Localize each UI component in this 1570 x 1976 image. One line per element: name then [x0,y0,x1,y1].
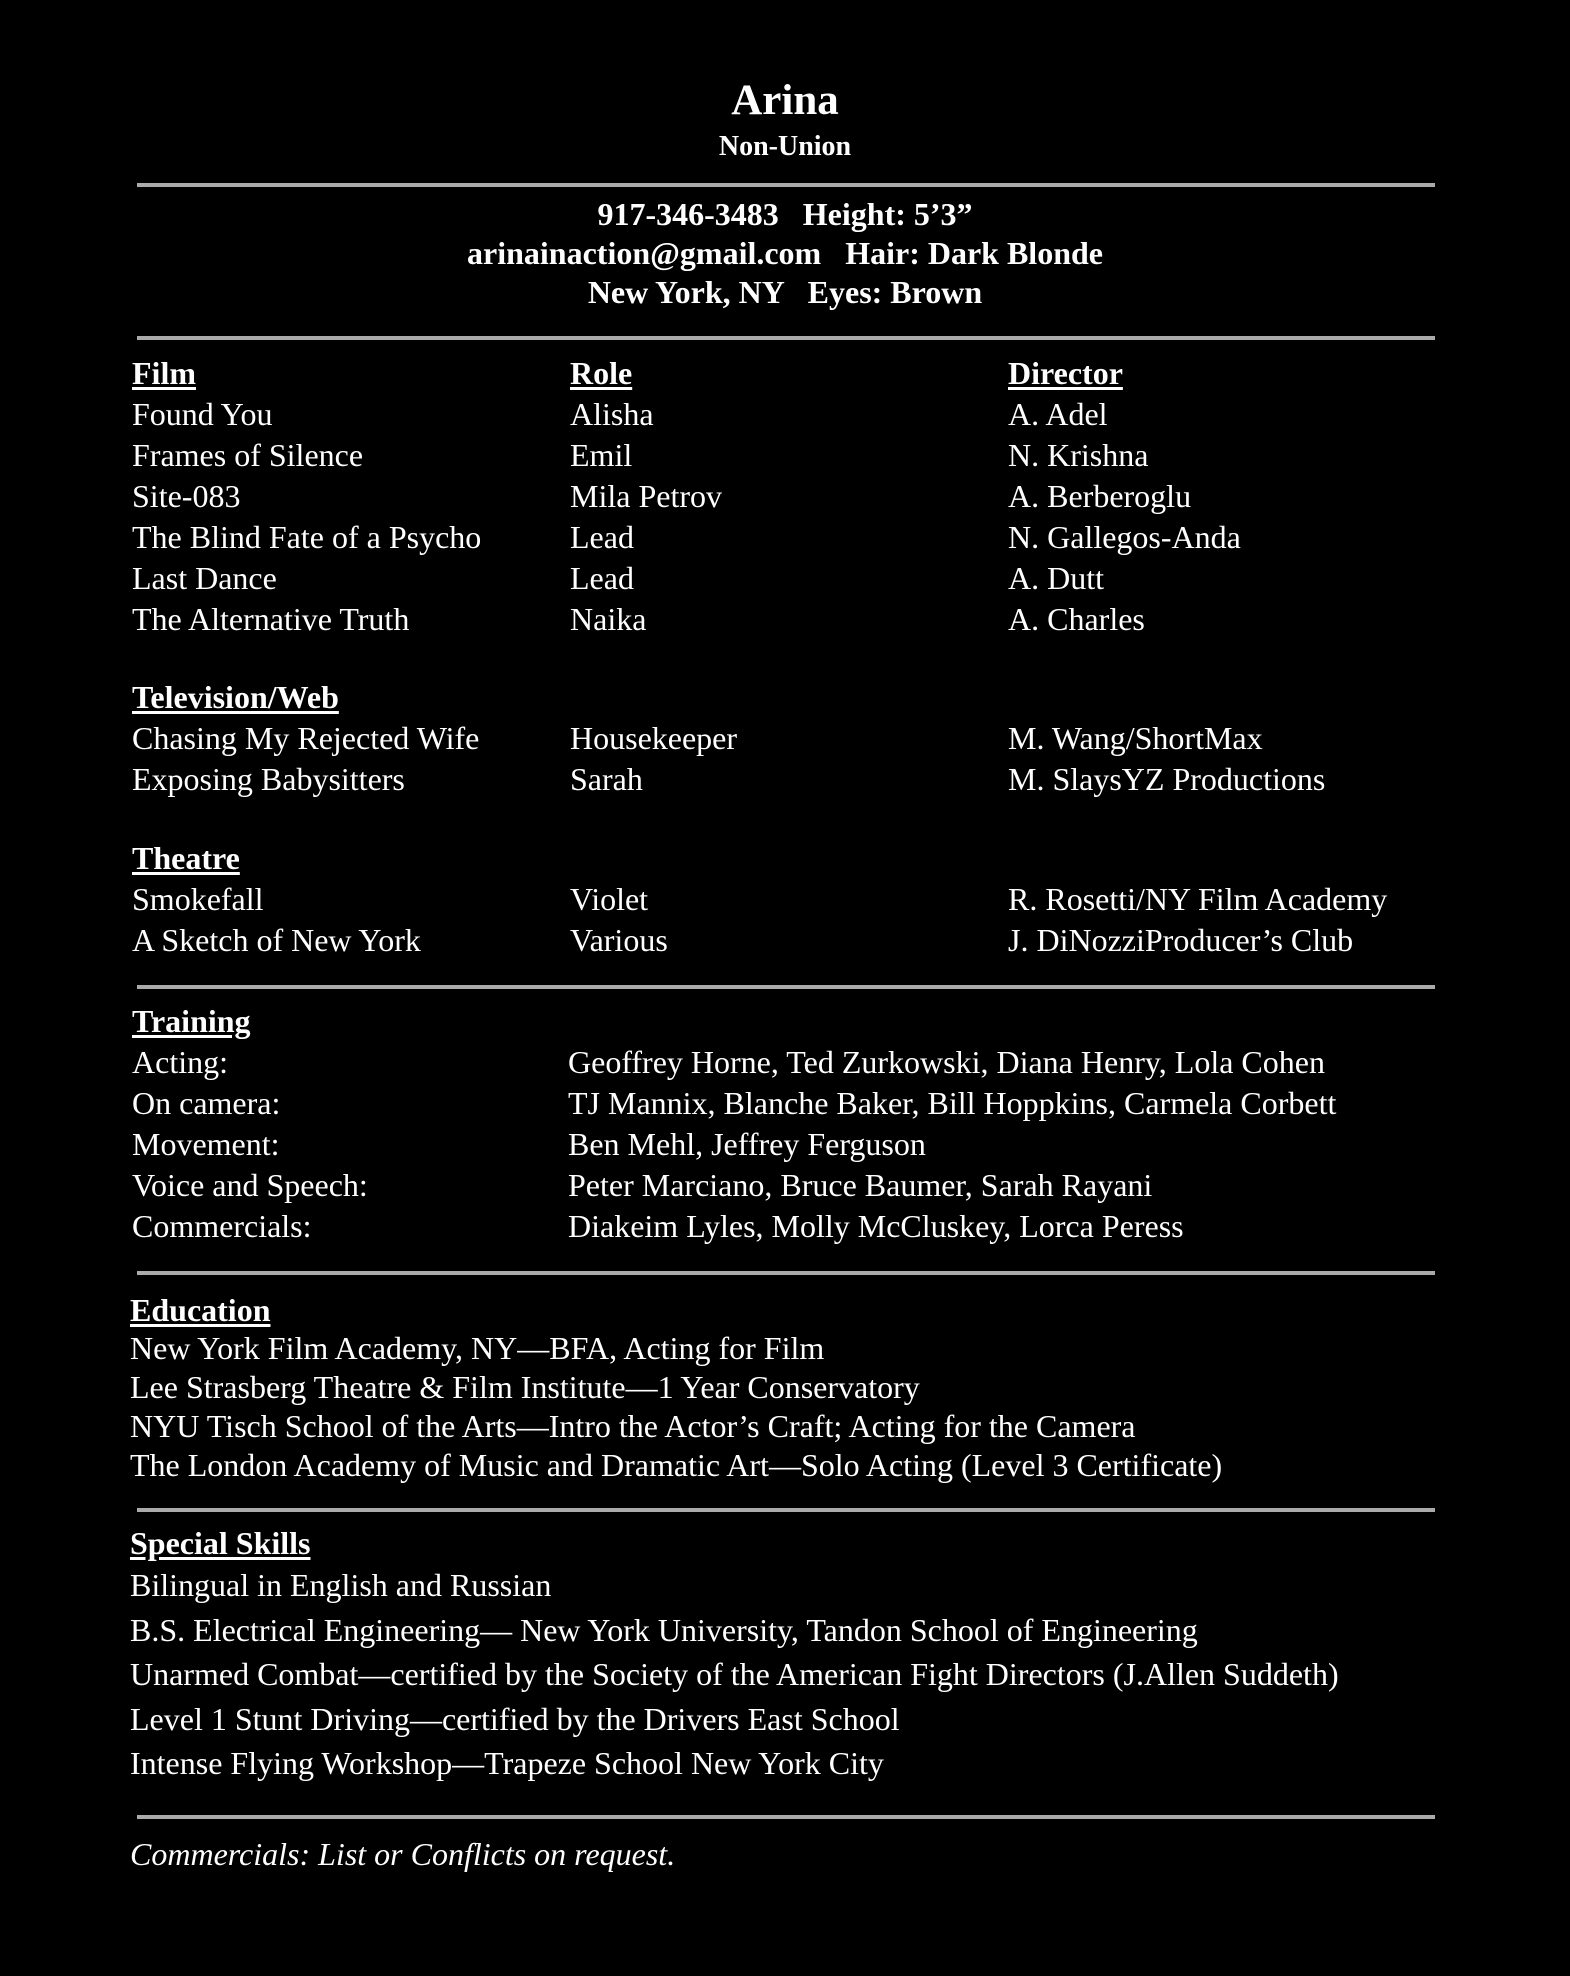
credit-row [132,517,1452,558]
divider [137,1815,1435,1819]
training-teachers: TJ Mannix, Blanche Baker, Bill Hoppkins, Carmela Corbett [568,1085,1337,1121]
education-item: Lee Strasberg Theatre & Film Institute—1 Year Conservatory [130,1369,920,1405]
skill-item: B.S. Electrical Engineering— New York University, Tandon School of Engineering [130,1611,1198,1648]
training-category: Voice and Speech: [132,1167,368,1203]
contact-row-location-eyes: New York, NY Eyes: Brown [587,274,983,310]
credit-director: R. Rosetti/NY Film Academy [1008,881,1388,917]
credit-director: A. Charles [1008,601,1145,637]
film-section [132,353,1452,640]
union-status: Non-Union [718,131,852,162]
credit-row [132,435,1452,476]
contact-info [0,195,1570,312]
credit-director: A. Adel [1008,396,1108,432]
credit-director: M. SlaysYZ Productions [1008,761,1326,797]
credit-role: Housekeeper [570,720,738,756]
credit-title: Smokefall [132,881,264,917]
training-heading: Training [132,1003,251,1039]
training-category: Acting: [132,1044,228,1080]
credit-title: Site-083 [132,478,241,514]
credit-title: Exposing Babysitters [132,761,405,797]
education-item: New York Film Academy, NY—BFA, Acting for Film [130,1330,825,1366]
credit-director: A. Dutt [1008,560,1104,596]
credit-role: Lead [570,560,634,596]
credit-director: N. Gallegos-Anda [1008,519,1241,555]
special-skills-heading: Special Skills [130,1525,311,1561]
credit-row [132,558,1452,599]
credit-title: The Blind Fate of a Psycho [132,519,482,555]
contact-row-email-hair: arinainaction@gmail.com Hair: Dark Blonde [467,235,1103,271]
credit-row [132,476,1452,517]
training-category: Commercials: [132,1208,312,1244]
contact-row-phone-height: 917-346-3483 Height: 5’3” [597,196,973,232]
film-heading: Film [132,355,196,391]
education-item: The London Academy of Music and Dramatic Art—Solo Acting (Level 3 Certificate) [130,1447,1223,1483]
credit-title: Found You [132,396,273,432]
training-teachers: Geoffrey Horne, Ted Zurkowski, Diana Henry, Lola Cohen [568,1044,1325,1080]
training-row [132,1165,1452,1206]
credit-director: M. Wang/ShortMax [1008,720,1263,756]
credit-director: A. Berberoglu [1008,478,1192,514]
special-skills-section [130,1523,1450,1786]
training-teachers: Diakeim Lyles, Molly McCluskey, Lorca Peress [568,1208,1184,1244]
training-row [132,1206,1452,1247]
credit-title: Chasing My Rejected Wife [132,720,480,756]
credit-row [132,718,1452,759]
credit-director: N. Krishna [1008,437,1149,473]
divider [137,1508,1435,1512]
header [0,72,1570,164]
credit-row [132,394,1452,435]
credit-role: Violet [570,881,649,917]
director-heading: Director [1008,355,1123,391]
skill-item: Bilingual in English and Russian [130,1567,552,1603]
role-heading: Role [570,355,633,391]
actor-name: Arina [731,77,839,124]
training-teachers: Ben Mehl, Jeffrey Ferguson [568,1126,926,1162]
training-category: On camera: [132,1085,281,1121]
credit-role: Various [570,922,668,958]
training-row [132,1042,1452,1083]
credit-role: Emil [570,437,633,473]
commercials-note: Commercials: List or Conflicts on request. [130,1836,676,1872]
training-category: Movement: [132,1126,280,1162]
television-heading: Television/Web [132,679,339,715]
television-section [132,677,1452,800]
credit-role: Mila Petrov [570,478,722,514]
credit-row [132,759,1452,800]
credit-role: Lead [570,519,634,555]
training-teachers: Peter Marciano, Bruce Baumer, Sarah Rayani [568,1167,1153,1203]
credit-title: Last Dance [132,560,277,596]
training-section [132,1001,1452,1247]
credit-row [132,599,1452,640]
divider [137,985,1435,989]
education-heading: Education [130,1292,271,1328]
training-row [132,1083,1452,1124]
education-section [130,1291,1450,1485]
divider [137,336,1435,340]
divider [137,183,1435,187]
credit-row [132,920,1452,961]
credit-row [132,879,1452,920]
credit-role: Naika [570,601,647,637]
skill-item: Unarmed Combat—certified by the Society of the American Fight Directors (J.Allen Suddeth) [130,1656,1339,1692]
skill-item: Level 1 Stunt Driving—certified by the Drivers East School [130,1700,900,1737]
skill-item: Intense Flying Workshop—Trapeze School New York City [130,1745,884,1781]
divider [137,1271,1435,1275]
theatre-heading: Theatre [132,840,240,876]
education-item: NYU Tisch School of the Arts—Intro the Actor’s Craft; Acting for the Camera [130,1408,1136,1444]
credit-title: A Sketch of New York [132,922,421,958]
credit-director: J. DiNozziProducer’s Club [1008,922,1354,958]
credit-role: Sarah [570,761,643,797]
credit-role: Alisha [570,396,654,432]
theatre-section [132,838,1452,961]
training-row [132,1124,1452,1165]
credit-title: Frames of Silence [132,437,364,473]
credit-title: The Alternative Truth [132,601,410,637]
